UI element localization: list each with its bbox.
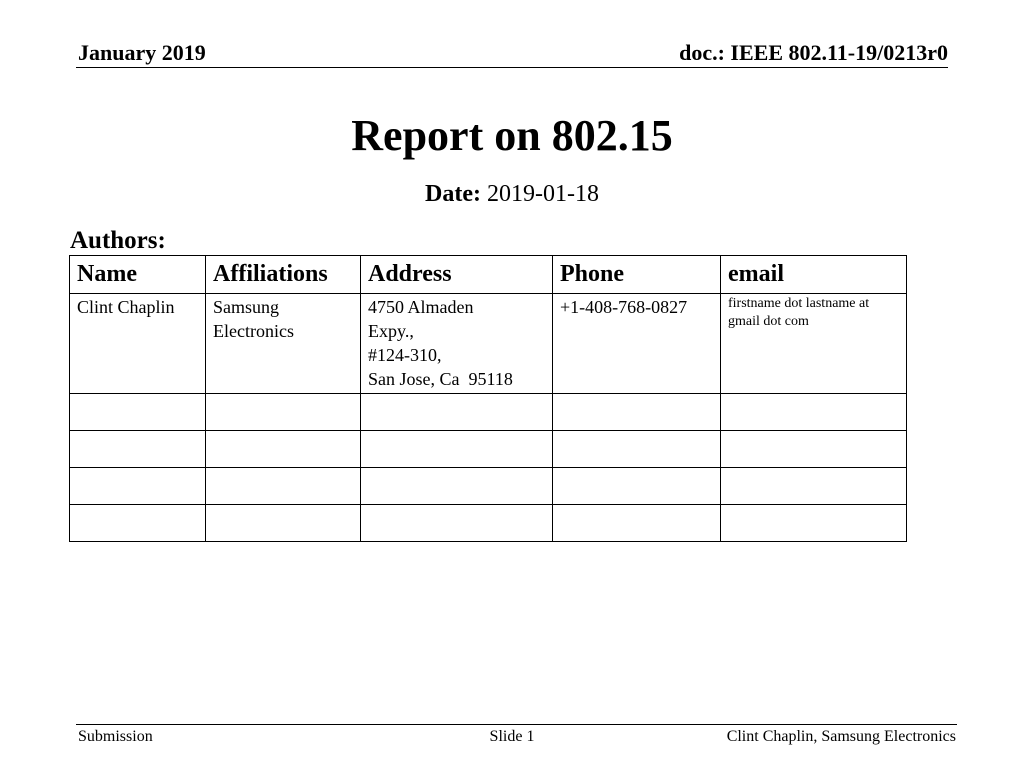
author-name: Clint Chaplin xyxy=(70,294,206,394)
header-divider xyxy=(76,67,948,68)
column-header-phone: Phone xyxy=(553,256,721,294)
address-line: San Jose, Ca 95118 xyxy=(368,369,513,389)
table-cell xyxy=(206,468,361,505)
table-header-row xyxy=(70,256,907,294)
table-cell xyxy=(721,431,907,468)
table-cell xyxy=(206,394,361,431)
column-header-name: Name xyxy=(70,256,206,294)
table-cell xyxy=(361,431,553,468)
table-row xyxy=(70,394,907,431)
footer-submission: Submission xyxy=(78,728,153,745)
column-header-affiliations: Affiliations xyxy=(206,256,361,294)
author-email: firstname dot lastname at gmail dot com xyxy=(721,294,907,394)
header-doc-number: doc.: IEEE 802.11-19/0213r0 xyxy=(679,40,948,65)
table-cell xyxy=(721,468,907,505)
date-label: Date: xyxy=(425,181,481,207)
address-line: 4750 Almaden xyxy=(368,297,474,317)
table-row xyxy=(70,468,907,505)
table-cell xyxy=(206,505,361,542)
table-cell xyxy=(553,505,721,542)
table-cell xyxy=(206,431,361,468)
footer-divider xyxy=(76,724,957,725)
table-cell xyxy=(721,505,907,542)
table-cell xyxy=(361,394,553,431)
column-header-address: Address xyxy=(361,256,553,294)
table-cell xyxy=(361,468,553,505)
header-date: January 2019 xyxy=(78,40,206,65)
table-cell xyxy=(70,505,206,542)
slide-title: Report on 802.15 xyxy=(351,111,673,160)
footer-author: Clint Chaplin, Samsung Electronics xyxy=(726,728,956,745)
table-cell xyxy=(553,394,721,431)
table-cell xyxy=(70,394,206,431)
table-cell xyxy=(553,468,721,505)
date-value: 2019-01-18 xyxy=(486,181,599,207)
table-cell xyxy=(361,505,553,542)
footer-slide-number: Slide 1 xyxy=(489,728,535,745)
address-line: Expy., xyxy=(368,321,414,341)
table-cell xyxy=(70,468,206,505)
table-row xyxy=(70,431,907,468)
address-line: #124-310, xyxy=(368,345,442,365)
authors-table xyxy=(69,255,907,542)
author-affiliation: Samsung Electronics xyxy=(206,294,361,394)
table-cell xyxy=(553,431,721,468)
table-row xyxy=(70,505,907,542)
table-row xyxy=(70,294,907,394)
date-line xyxy=(0,181,1024,208)
table-cell xyxy=(721,394,907,431)
author-address xyxy=(361,294,553,394)
column-header-email: email xyxy=(721,256,907,294)
table-cell xyxy=(70,431,206,468)
authors-label: Authors: xyxy=(70,227,166,254)
author-phone: +1-408-768-0827 xyxy=(553,294,721,394)
